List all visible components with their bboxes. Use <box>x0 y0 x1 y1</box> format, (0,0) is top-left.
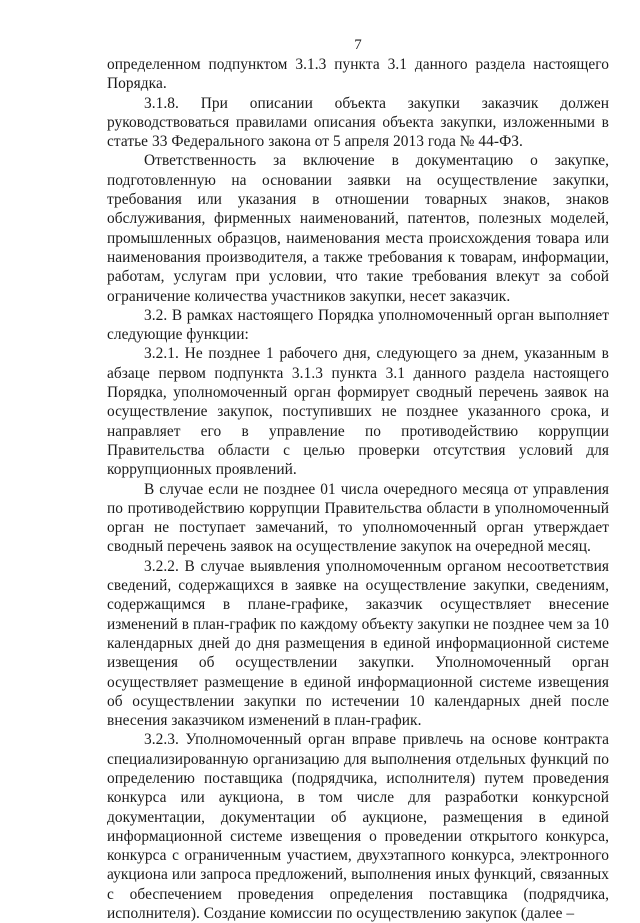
paragraph-responsibility: Ответственность за включение в документацию о закупке, подготовленную на основании заявки на осуществление закупки, требования или указания в отношении товарных знаков, знаков обслуживания, фирменных наименований, патентов, полезных моделей, промышленных образцов, наименования места происхождения товара или наименования производителя, а также требования к товарам, информации, работам, услугам при условии, что такие требования влекут за собой ограничение количества участников закупки, несет заказчик. <box>107 152 609 305</box>
paragraph-3-2-1: 3.2.1. Не позднее 1 рабочего дня, следующего за днем, указанным в абзаце первом подпункта 3.1.3 пункта 3.1 данного раздела настоящего Порядка, уполномоченный орган формирует сводный перечень заявок на осуществление закупок, поступивших не позднее указанного срока, и направляет его в управление по противодействию коррупции Правительства области с целью проверки отсутствия условий для коррупционных проявлений. <box>107 345 609 479</box>
paragraph-continuation: определенном подпунктом 3.1.3 пункта 3.1 данного раздела настоящего Порядка. <box>107 56 609 93</box>
page-number: 7 <box>354 37 362 53</box>
paragraph-3-2-2: 3.2.2. В случае выявления уполномоченным органом несоответствия сведений, содержащихся в заявке на осуществление закупки, сведениям, содержащимся в плане-графике, заказчик осуществляет внесение изменений в план-график по каждому объекту закупки не позднее чем за 10 календарных дней до дня размещения в единой информационной системе извещения об осуществлении закупки. Уполномоченный орган осуществляет размещение в единой информационной системе извещения об осуществлении закупки по истечении 10 календарных дней после внесения заказчиком изменений в план-график. <box>107 557 609 730</box>
paragraph-3-2: 3.2. В рамках настоящего Порядка уполномоченный орган выполняет следующие функции: <box>107 306 609 344</box>
paragraph-3-1-8: 3.1.8. При описании объекта закупки заказчик должен руководствоваться правилами описания объекта закупки, изложенными в статье 33 Федерального закона от 5 апреля 2013 года № 44-ФЗ. <box>107 94 609 151</box>
paragraph-3-2-3: 3.2.3. Уполномоченный орган вправе привлечь на основе контракта специализированную организацию для выполнения отдельных функций по определению поставщика (подрядчика, исполнителя) путем проведения конкурса или аукциона, в том числе для разработки конкурсной документации, документации об аукционе, размещения в единой информационной системе извещения о проведении открытого конкурса, конкурса с ограниченным участием, двухэтапного конкурса, электронного аукциона или запроса предложений, выполнения иных функций, связанных с обеспечением проведения определения поставщика (подрядчика, исполнителя). Создание комиссии по осуществлению закупок (далее – <box>107 731 609 923</box>
document-page <box>107 36 609 923</box>
paragraph-no-remarks: В случае если не позднее 01 числа очередного месяца от управления по противодействию коррупции Правительства области в уполномоченный орган не поступает замечаний, то уполномоченный орган утверждает сводный перечень заявок на осуществление закупок на очередной месяц. <box>107 480 609 556</box>
